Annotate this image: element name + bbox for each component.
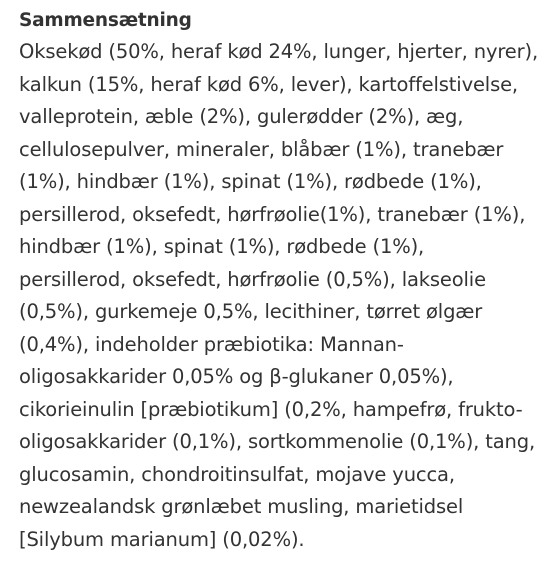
section-heading: Sammensætning (19, 10, 192, 31)
ingredients-line: oligosakkarider 0,05% og β-glukaner 0,05%), (19, 365, 454, 388)
ingredients-line: (1%), hindbær (1%), spinat (1%), rødbede (1%), (19, 170, 482, 193)
ingredients-line: kalkun (15%, heraf kød 6%, lever), kartoffelstivelse, (19, 72, 518, 96)
ingredients-line: oligosakkarider (0,1%), sortkommenolie (0,1%), tang, (19, 430, 536, 453)
ingredients-line: persillerod, oksefedt, hørfrøolie(1%), tranebær (1%), (19, 202, 526, 226)
ingredients-text (19, 36, 538, 556)
ingredients-line: valleprotein, æble (2%), gulerødder (2%), æg, (19, 105, 464, 128)
ingredients-line: cikorieinulin [præbiotikum] (0,2%, hampefrø, frukto- (19, 397, 523, 421)
ingredients-line: Oksekød (50%, heraf kød 24%, lunger, hjerter, nyrer), (19, 40, 538, 63)
ingredients-line: newzealandsk grønlæbet musling, marietidsel (19, 495, 464, 518)
ingredients-line: (0,5%), gurkemeje 0,5%, lecithiner, tørret ølgær (19, 300, 483, 323)
ingredients-line: cellulosepulver, mineraler, blåbær (1%), tranebær (19, 137, 504, 161)
ingredients-line: hindbær (1%), spinat (1%), rødbede (1%), (19, 235, 425, 258)
ingredients-line: glucosamin, chondroitinsulfat, mojave yucca, (19, 462, 455, 486)
ingredients-line: [Silybum marianum] (0,02%). (19, 527, 305, 551)
ingredients-line: (0,4%), indeholder præbiotika: Mannan- (19, 332, 404, 356)
ingredients-line: persillerod, oksefedt, hørfrøolie (0,5%), lakseolie (19, 267, 486, 291)
